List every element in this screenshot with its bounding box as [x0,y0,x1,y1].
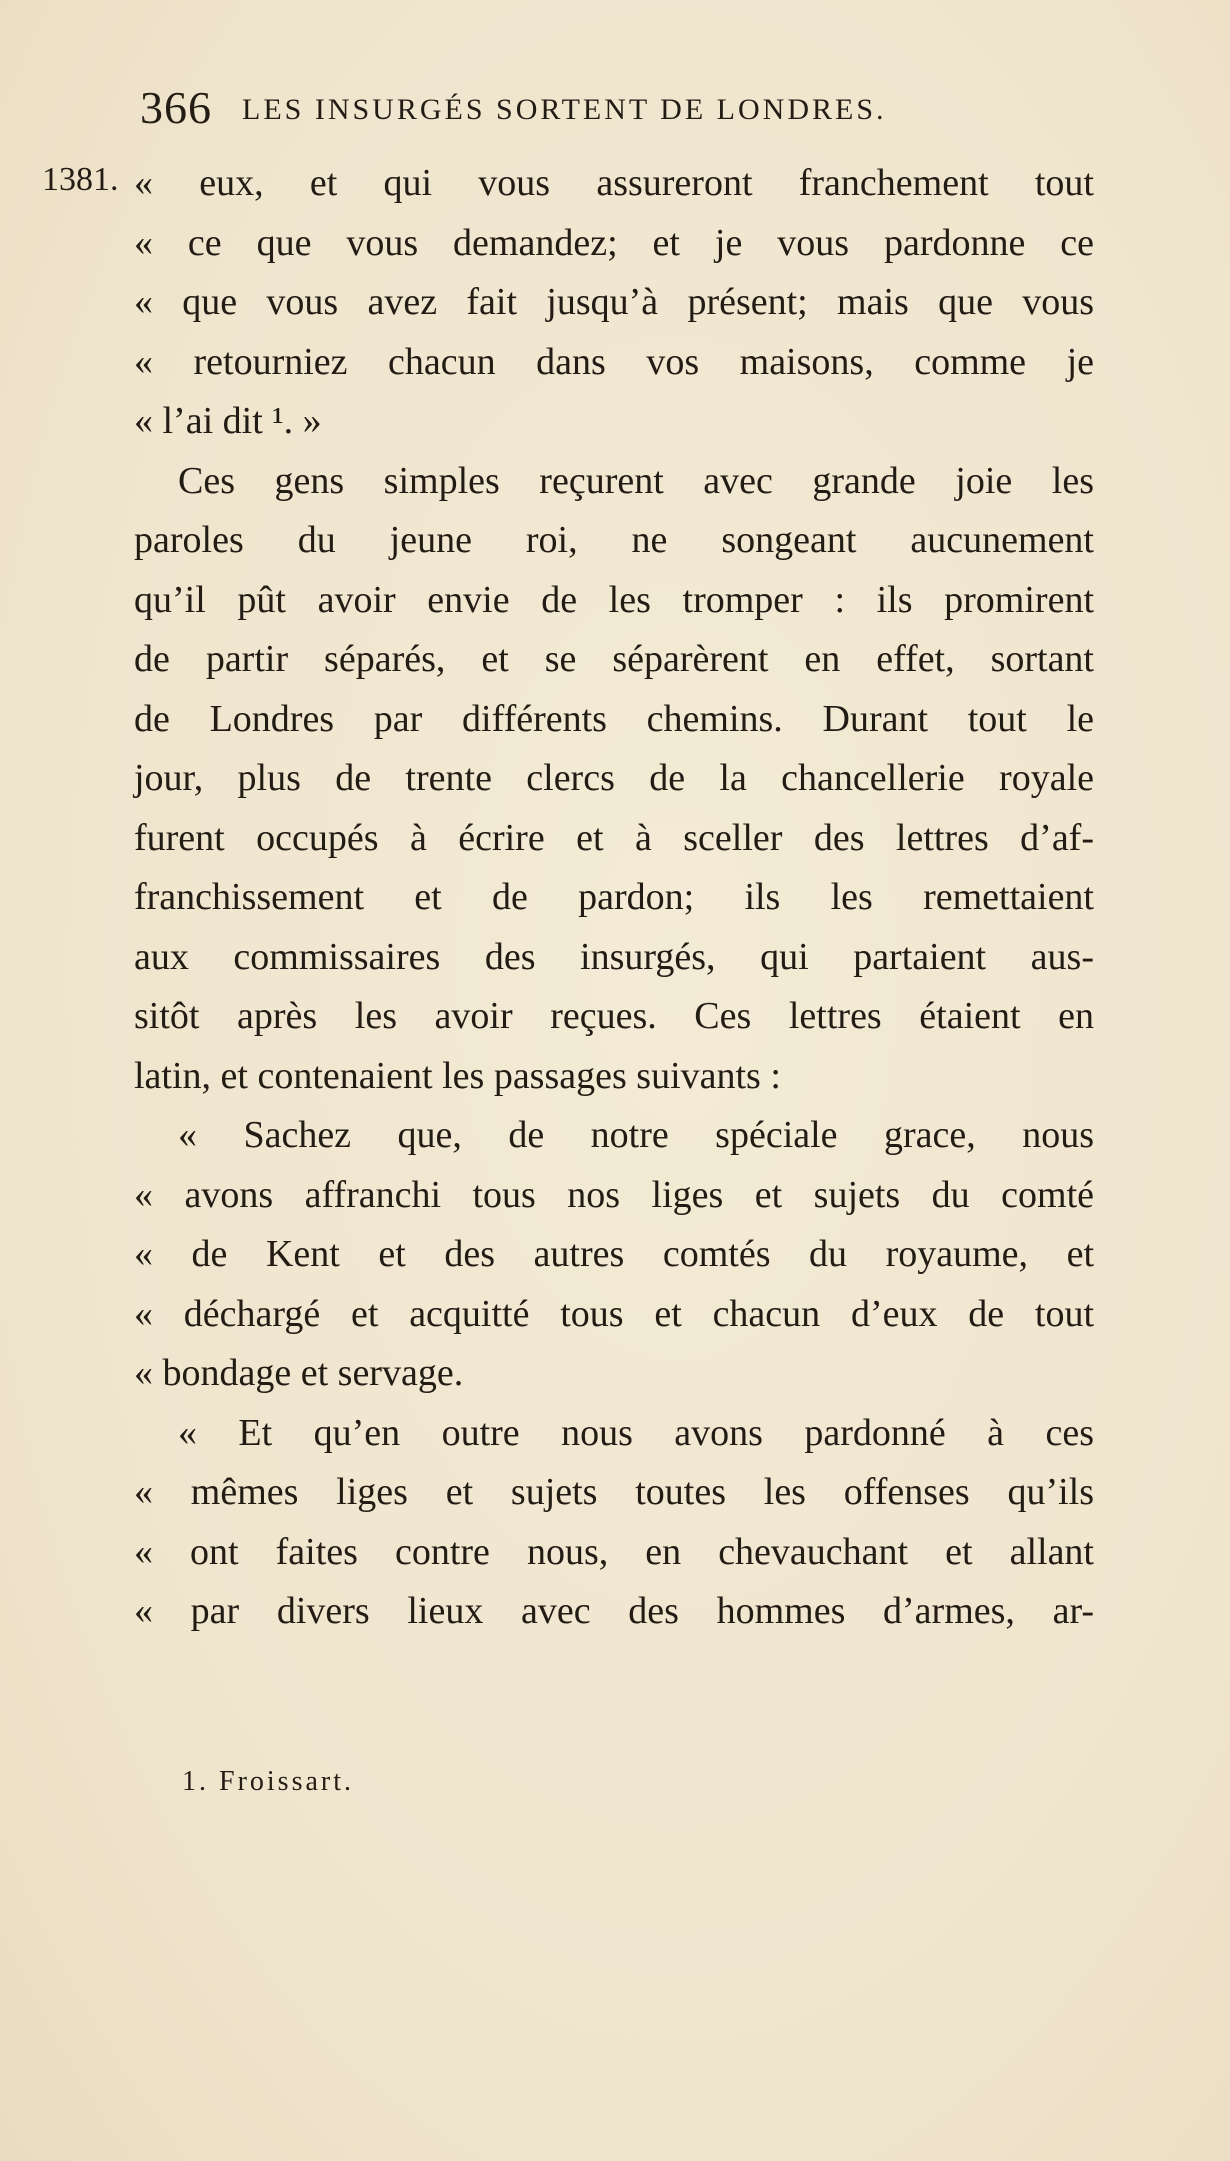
text-line: « ont faites contre nous, en chevauchant et allant [134,1530,1094,1573]
text-line: « Et qu’en outre nous avons pardonné à ces [178,1411,1094,1454]
text-line: « ce que vous demandez; et je vous pardonne ce [134,221,1094,264]
text-line: « de Kent et des autres comtés du royaume, et [134,1233,1094,1275]
margin-date-note: 1381. [42,161,119,198]
text-line: « par divers lieux avec des hommes d’armes, ar- [134,1590,1094,1632]
text-line: « eux, et qui vous assureront franchement tout [134,162,1094,204]
text-line: « Sachez que, de notre spéciale grace, nous [178,1114,1094,1156]
text-line: de Londres par différents chemins. Durant tout le [134,697,1094,740]
text-line: qu’il pût avoir envie de les tromper : ils promirent [134,578,1094,621]
page-number: 366 [140,82,212,133]
body-text [134,154,1094,1642]
text-line: jour, plus de trente clercs de la chancellerie royale [134,757,1094,799]
page-header [140,78,1040,138]
text-line: « avons affranchi tous nos liges et sujets du comté [134,1173,1094,1216]
text-line: « déchargé et acquitté tous et chacun d’eux de tout [134,1292,1094,1335]
text-line: « l’ai dit ¹. » [134,400,322,442]
text-line: latin, et contenaient les passages suivants : [134,1054,781,1097]
running-head: LES INSURGÉS SORTENT DE LONDRES. [242,93,887,126]
text-line: « mêmes liges et sujets toutes les offenses qu’ils [134,1471,1094,1513]
text-line: furent occupés à écrire et à sceller des lettres d’af- [134,816,1094,859]
footnote: 1. Froissart. [182,1766,354,1797]
text-line: paroles du jeune roi, ne songeant aucunement [134,519,1094,561]
text-line: « retourniez chacun dans vos maisons, comme je [134,340,1094,383]
text-line: sitôt après les avoir reçues. Ces lettres étaient en [134,995,1094,1037]
text-line: aux commissaires des insurgés, qui partaient aus- [134,935,1094,978]
text-line: « que vous avez fait jusqu’à présent; mais que vous [134,281,1094,323]
text-line: Ces gens simples reçurent avec grande joie les [178,459,1094,502]
text-line: « bondage et servage. [134,1352,464,1394]
text-line: de partir séparés, et se séparèrent en effet, sortant [134,638,1094,680]
text-line: franchissement et de pardon; ils les remettaient [134,876,1094,918]
